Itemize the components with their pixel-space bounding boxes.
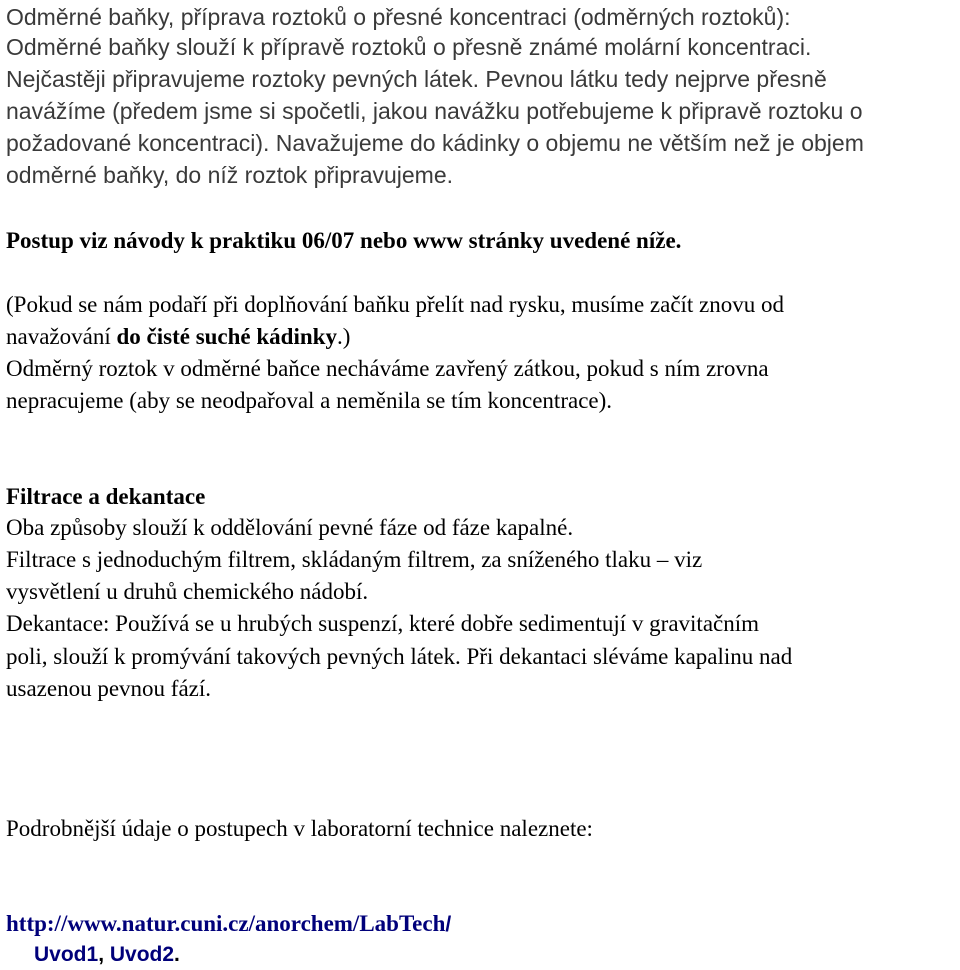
uvod2-link[interactable]: Uvod2 bbox=[109, 943, 175, 966]
intro-line-4: navážíme (předem jsme si spočetli, jakou navážku potřebujeme k připravě roztoku o bbox=[6, 98, 863, 124]
more-info-text: Podrobnější údaje o postupech v laboratorní technice naleznete: bbox=[6, 816, 593, 841]
warning-emphasis: do čisté suché kádinky bbox=[116, 324, 337, 349]
filtration-line-6: usazenou pevnou fází. bbox=[6, 676, 212, 701]
uvod-period: . bbox=[174, 943, 180, 966]
warning-line-1: (Pokud se nám podaří při doplňování baňku přelít nad rysku, musíme začít znovu od bbox=[6, 292, 785, 317]
filtration-line-2: Filtrace s jednoduchým filtrem, skládaným filtrem, za sníženého tlaku – viz bbox=[6, 547, 703, 572]
uvod1-link[interactable]: Uvod1 bbox=[34, 943, 99, 966]
warning-line-4: nepracujeme (aby se neodpařoval a neměnila se tím koncentrace). bbox=[6, 388, 613, 413]
labtech-url-line bbox=[6, 909, 451, 940]
intro-line-3: Nejčastěji připravujeme roztoky pevných látek. Pevnou látku tedy nejprve přesně bbox=[6, 66, 827, 92]
uvod-links-line bbox=[34, 939, 180, 970]
url-slash: / bbox=[445, 913, 452, 936]
filtration-line-4: Dekantace: Používá se u hrubých suspenzí, které dobře sedimentují v gravitačním bbox=[6, 611, 760, 636]
intro-line-6: odměrné baňky, do níž roztok připravujeme. bbox=[6, 162, 454, 188]
procedure-note: Postup viz návody k praktiku 06/07 nebo www stránky uvedené níže. bbox=[6, 228, 682, 253]
filtration-heading: Filtrace a dekantace bbox=[6, 484, 206, 509]
filtration-line-1: Oba způsoby slouží k oddělování pevné fáze od fáze kapalné. bbox=[6, 515, 574, 540]
filtration-line-3: vysvětlení u druhů chemického nádobí. bbox=[6, 579, 369, 604]
filtration-line-5: poli, slouží k promývání takových pevných látek. Při dekantaci sléváme kapalinu nad bbox=[6, 644, 793, 669]
uvod-separator: , bbox=[98, 943, 110, 966]
intro-line-1: Odměrné baňky, příprava roztoků o přesné koncentraci (odměrných roztoků): bbox=[6, 4, 791, 30]
labtech-url-link[interactable]: http://www.natur.cuni.cz/anorchem/LabTech bbox=[6, 911, 446, 936]
warning-line-3: Odměrný roztok v odměrné baňce necháváme zavřený zátkou, pokud s ním zrovna bbox=[6, 356, 769, 381]
warning-line-2 bbox=[6, 322, 350, 352]
intro-line-5: požadované koncentraci). Navažujeme do kádinky o objemu ne větším než je objem bbox=[6, 130, 864, 156]
intro-line-2: Odměrné baňky slouží k přípravě roztoků o přesně známé molární koncentraci. bbox=[6, 34, 812, 60]
warning-line-2-text: navažování bbox=[6, 324, 117, 349]
warning-line-2-end: .) bbox=[336, 324, 351, 349]
